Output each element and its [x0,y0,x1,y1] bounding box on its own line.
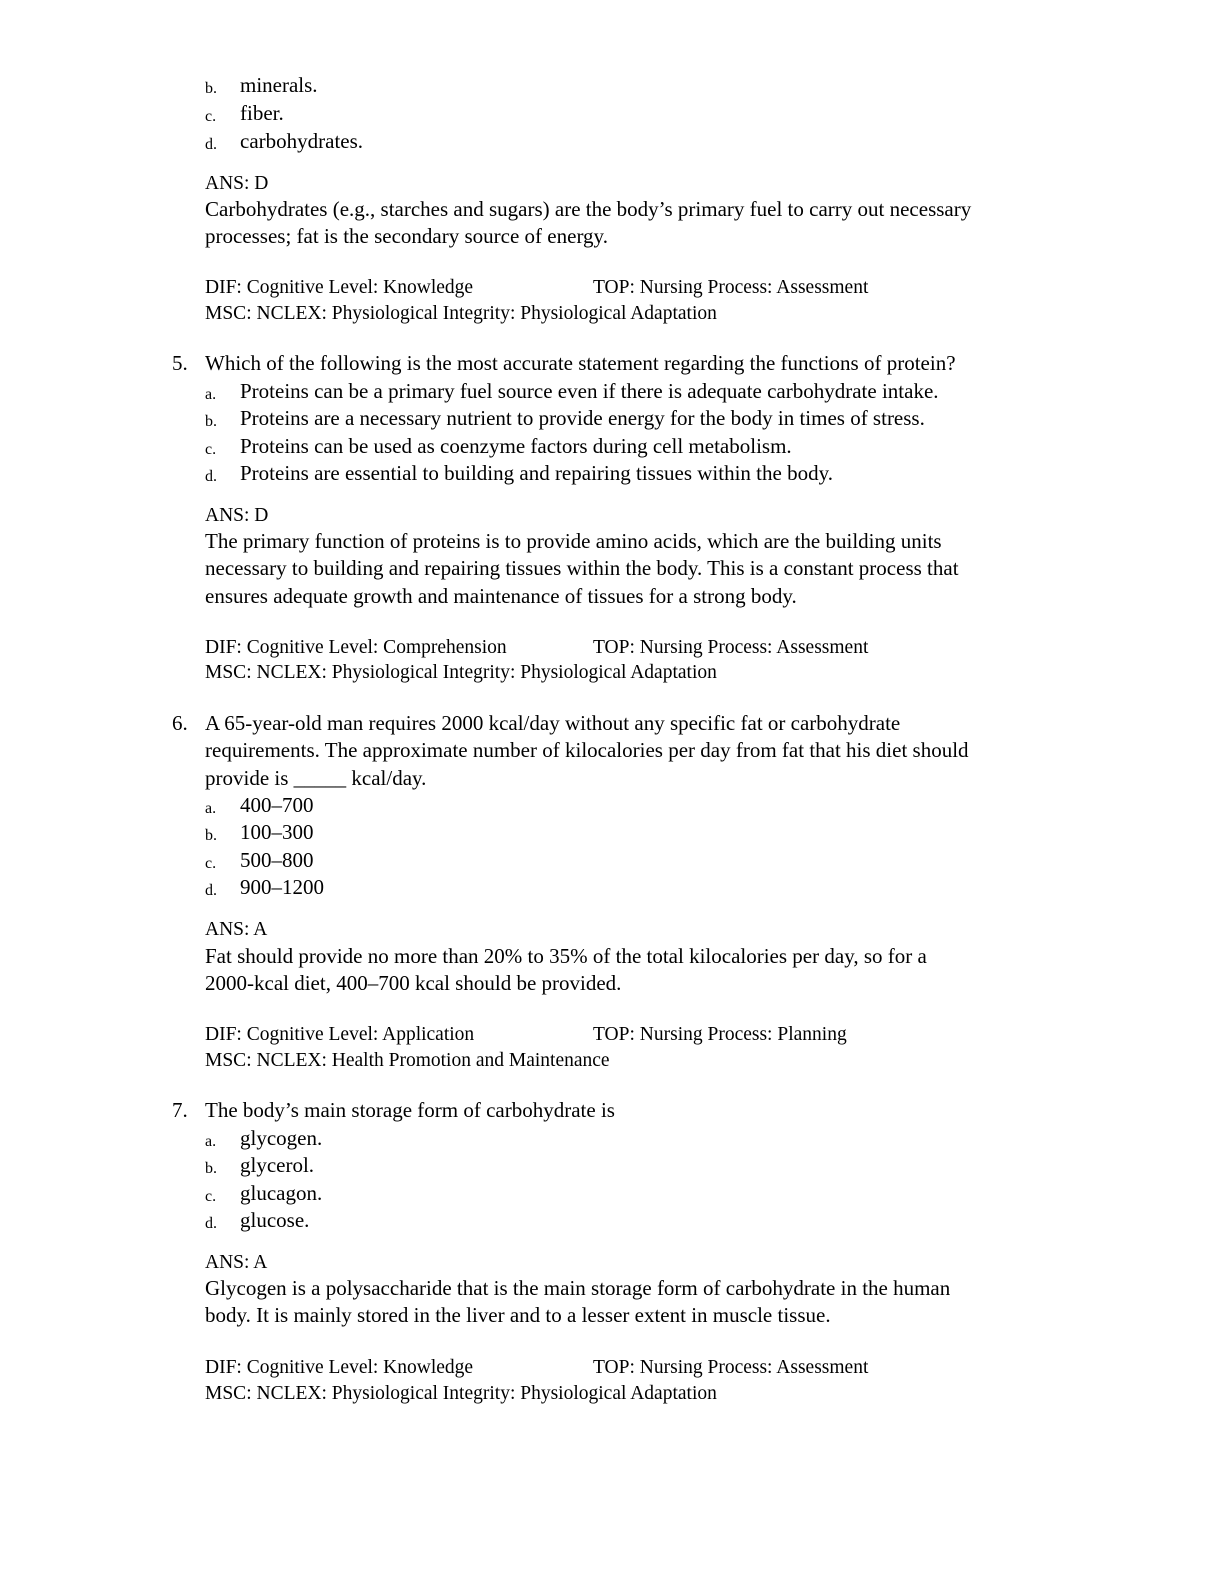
option-text: 100–300 [240,820,314,844]
option-letter: c. [205,855,217,872]
option-letter: a. [205,1133,217,1150]
answer-line: ANS: D [205,173,269,194]
option-text: glucose. [240,1208,310,1232]
dif-line: DIF: Cognitive Level: Application [205,1024,475,1045]
rationale-line: processes; fat is the secondary source of energy. [205,224,608,248]
msc-line: MSC: NCLEX: Physiological Integrity: Physiological Adaptation [205,303,717,324]
question-number: 6. [172,711,188,735]
rationale-line: Fat should provide no more than 20% to 35% of the total kilocalories per day, so for a [205,944,927,968]
answer-line: ANS: D [205,505,269,526]
question-number: 5. [172,351,188,375]
option-text: Proteins are a necessary nutrient to provide energy for the body in times of stress. [240,406,925,430]
question-stem: Which of the following is the most accurate statement regarding the functions of protein? [205,351,956,375]
dif-line: DIF: Cognitive Level: Knowledge [205,277,474,298]
option-letter: b. [205,827,217,844]
msc-line: MSC: NCLEX: Physiological Integrity: Physiological Adaptation [205,1383,717,1404]
option-text: fiber. [240,101,284,125]
answer-line: ANS: A [205,919,268,940]
rationale-line: 2000-kcal diet, 400–700 kcal should be provided. [205,971,622,995]
dif-line: DIF: Cognitive Level: Comprehension [205,637,507,658]
option-text: Proteins can be a primary fuel source even if there is adequate carbohydrate intake. [240,379,939,403]
dif-line: DIF: Cognitive Level: Knowledge [205,1357,474,1378]
option-letter: d. [205,882,217,899]
option-text: glycerol. [240,1153,315,1177]
option-letter: c. [205,108,217,125]
option-letter: b. [205,1160,217,1177]
rationale-line: The primary function of proteins is to provide amino acids, which are the building units [205,529,942,553]
option-text: Proteins can be used as coenzyme factors during cell metabolism. [240,434,792,458]
option-letter: c. [205,1188,217,1205]
rationale-line: Glycogen is a polysaccharide that is the main storage form of carbohydrate in the human [205,1276,951,1300]
option-text: 500–800 [240,848,314,872]
rationale-line: necessary to building and repairing tissues within the body. This is a constant process that [205,556,959,580]
top-line: TOP: Nursing Process: Assessment [593,277,869,298]
option-text: 400–700 [240,793,314,817]
rationale-line: body. It is mainly stored in the liver and to a lesser extent in muscle tissue. [205,1303,831,1327]
question-number: 7. [172,1098,188,1122]
option-letter: b. [205,413,217,430]
option-letter: d. [205,1215,217,1232]
question-stem: provide is _____ kcal/day. [205,766,427,790]
rationale-line: Carbohydrates (e.g., starches and sugars) are the body’s primary fuel to carry out necessary [205,197,972,221]
option-letter: b. [205,80,217,97]
option-letter: a. [205,800,217,817]
msc-line: MSC: NCLEX: Physiological Integrity: Physiological Adaptation [205,662,717,683]
option-text: glycogen. [240,1126,323,1150]
option-letter: c. [205,441,217,458]
option-letter: d. [205,468,217,485]
option-text: glucagon. [240,1181,323,1205]
option-letter: a. [205,386,217,403]
answer-line: ANS: A [205,1252,268,1273]
rationale-line: ensures adequate growth and maintenance of tissues for a strong body. [205,584,797,608]
top-line: TOP: Nursing Process: Assessment [593,1357,869,1378]
option-letter: d. [205,136,217,153]
top-line: TOP: Nursing Process: Assessment [593,637,869,658]
question-stem: A 65-year-old man requires 2000 kcal/day without any specific fat or carbohydrate [205,711,901,735]
question-stem: requirements. The approximate number of kilocalories per day from fat that his diet should [205,738,969,762]
option-text: 900–1200 [240,875,324,899]
option-text: Proteins are essential to building and repairing tissues within the body. [240,461,833,485]
option-text: carbohydrates. [240,129,364,153]
option-text: minerals. [240,73,318,97]
msc-line: MSC: NCLEX: Health Promotion and Maintenance [205,1050,610,1071]
top-line: TOP: Nursing Process: Planning [593,1024,847,1045]
question-stem: The body’s main storage form of carbohydrate is [205,1098,615,1122]
